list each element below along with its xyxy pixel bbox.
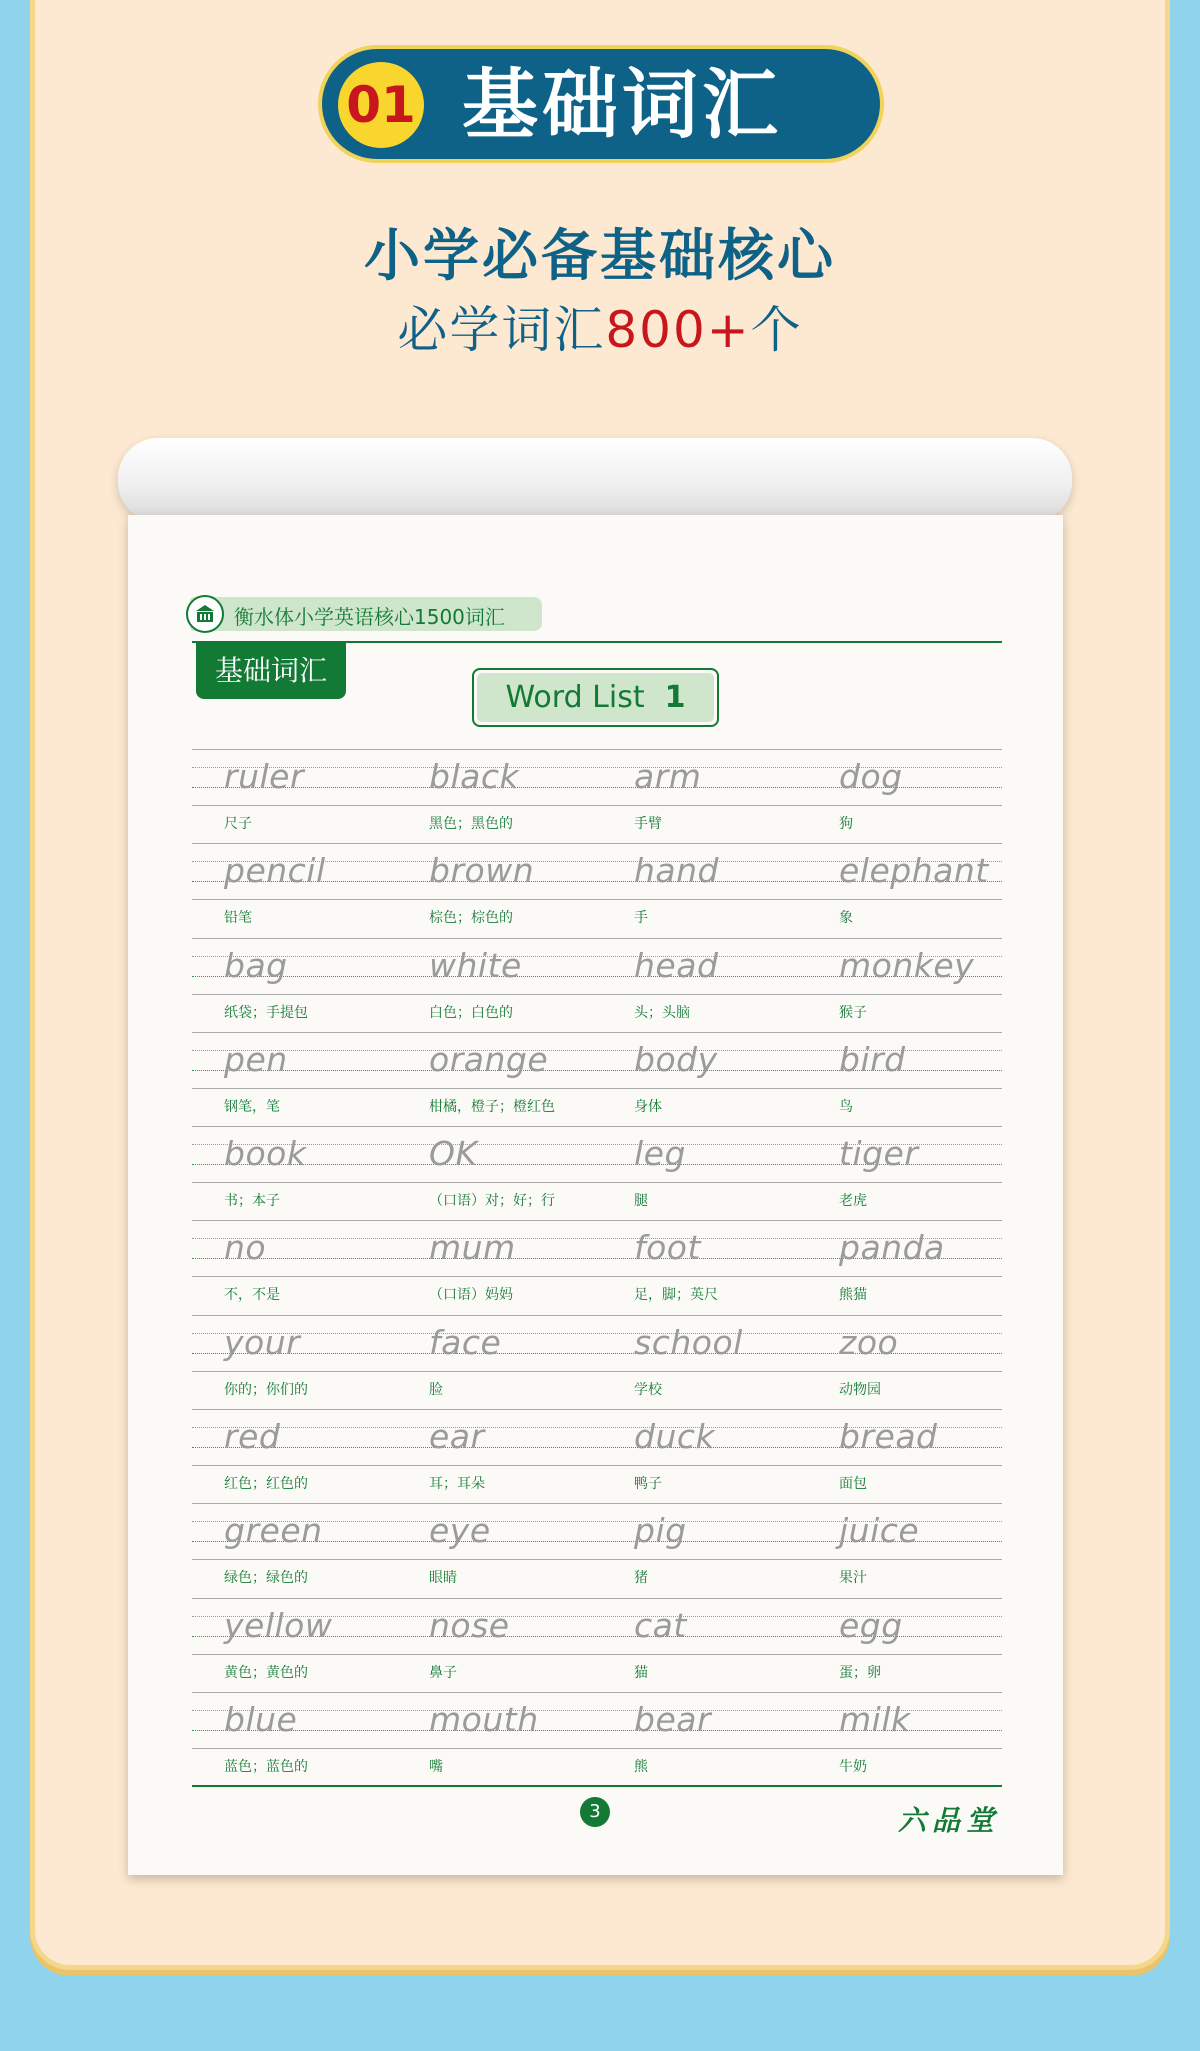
subtitle-prefix: 必学词汇: [397, 301, 606, 359]
chinese-translation: 柑橘，橙子；橙红色: [429, 1098, 555, 1115]
word-entry: [192, 1220, 397, 1314]
chinese-translation: 猴子: [839, 1004, 867, 1021]
chinese-translation: 熊猫: [839, 1287, 867, 1304]
english-word: pencil: [224, 851, 326, 891]
word-entry: [602, 1220, 807, 1314]
word-entry: [192, 1315, 397, 1409]
word-entry: [192, 938, 397, 1032]
word-entry: [602, 1503, 807, 1597]
english-word: elephant: [839, 851, 989, 891]
chinese-translation: 钢笔，笔: [224, 1098, 280, 1115]
chinese-translation: 眼睛: [429, 1570, 457, 1587]
chinese-translation: 狗: [839, 816, 853, 832]
chinese-translation: 黑色；黑色的: [429, 816, 513, 832]
chinese-translation: 鼻子: [429, 1664, 457, 1681]
word-entry: [807, 1409, 1012, 1503]
word-row: [192, 749, 1002, 843]
english-word: nose: [429, 1605, 510, 1645]
chinese-translation: 腿: [634, 1193, 648, 1210]
word-entry: [397, 938, 602, 1032]
english-word: book: [224, 1134, 307, 1174]
word-entry: [192, 1692, 397, 1786]
word-list-label: [472, 668, 719, 727]
chinese-translation: 黄色；黄色的: [224, 1664, 308, 1681]
section-title: 基础词汇: [462, 60, 782, 149]
word-row: [192, 1503, 1002, 1597]
word-entry: [397, 843, 602, 937]
chinese-translation: 动物园: [839, 1381, 881, 1398]
word-row: [192, 843, 1002, 937]
english-word: eye: [429, 1511, 491, 1551]
english-word: mum: [429, 1228, 516, 1268]
word-entry: [807, 843, 1012, 937]
word-entry: [807, 1692, 1012, 1786]
chinese-translation: 象: [839, 910, 853, 927]
word-entry: [397, 1692, 602, 1786]
word-entry: [397, 1220, 602, 1314]
chinese-translation: 不，不是: [224, 1287, 280, 1304]
word-entry: [397, 1409, 602, 1503]
word-entry: [192, 1409, 397, 1503]
worksheet-page: [128, 515, 1063, 1875]
section-tab: 基础词汇: [196, 643, 346, 699]
publisher-logo: 六品堂: [898, 1804, 1001, 1837]
english-word: OK: [429, 1134, 478, 1174]
section-header-pill: [318, 45, 884, 163]
word-entry: [397, 1126, 602, 1220]
word-row: [192, 1032, 1002, 1126]
word-row: [192, 938, 1002, 1032]
chinese-translation: 身体: [634, 1098, 662, 1115]
word-entry: [602, 1315, 807, 1409]
chinese-translation: 棕色；棕色的: [429, 910, 513, 927]
word-entry: [807, 749, 1012, 843]
english-word: arm: [634, 757, 702, 796]
book-title-badge: [190, 597, 542, 631]
word-entry: [397, 749, 602, 843]
english-word: mouth: [429, 1699, 539, 1739]
english-word: bird: [839, 1039, 906, 1079]
word-entry: [192, 1126, 397, 1220]
chinese-translation: 书；本子: [224, 1193, 280, 1210]
word-entry: [807, 1126, 1012, 1220]
chinese-translation: 纸袋；手提包: [224, 1004, 308, 1021]
word-entry: [807, 1503, 1012, 1597]
chinese-translation: 尺子: [224, 816, 252, 832]
chinese-translation: 面包: [839, 1476, 867, 1493]
word-row: [192, 1692, 1002, 1786]
word-entry: [602, 749, 807, 843]
english-word: green: [224, 1511, 323, 1551]
english-word: juice: [839, 1511, 920, 1551]
english-word: bread: [839, 1417, 938, 1457]
word-count-highlight: 800+: [605, 301, 751, 359]
english-word: school: [634, 1322, 743, 1362]
word-entry: [602, 1032, 807, 1126]
word-entry: [602, 1598, 807, 1692]
english-word: pen: [224, 1039, 288, 1079]
school-logo-icon: [186, 595, 224, 633]
word-entry: [807, 1032, 1012, 1126]
english-word: zoo: [839, 1322, 899, 1362]
word-entry: [192, 1503, 397, 1597]
english-word: egg: [839, 1605, 903, 1645]
english-word: foot: [634, 1228, 701, 1268]
word-row: [192, 1598, 1002, 1692]
word-entry: [192, 749, 397, 843]
english-word: black: [429, 757, 520, 796]
bottom-divider: [192, 1785, 1002, 1787]
chinese-translation: 嘴: [429, 1758, 443, 1775]
chinese-translation: 白色；白色的: [429, 1004, 513, 1021]
chinese-translation: （口语）对；好；行: [429, 1193, 555, 1210]
word-entry: [807, 1315, 1012, 1409]
chinese-translation: 手: [634, 910, 648, 927]
english-word: orange: [429, 1039, 549, 1079]
chinese-translation: 蛋；卵: [839, 1664, 881, 1681]
chinese-translation: 熊: [634, 1758, 648, 1775]
word-entry: [602, 938, 807, 1032]
chinese-translation: 你的；你们的: [224, 1381, 308, 1398]
word-entry: [602, 843, 807, 937]
english-word: brown: [429, 851, 535, 891]
word-entry: [602, 1692, 807, 1786]
word-entry: [602, 1126, 807, 1220]
chinese-translation: 耳；耳朵: [429, 1476, 485, 1493]
page-number: 3: [580, 1797, 610, 1827]
word-entry: [397, 1032, 602, 1126]
english-word: bag: [224, 945, 288, 985]
chinese-translation: 红色；红色的: [224, 1476, 308, 1493]
word-list-text: Word List: [505, 680, 645, 715]
section-number-badge: 01: [338, 62, 424, 148]
chinese-translation: 绿色；绿色的: [224, 1570, 308, 1587]
english-word: face: [429, 1322, 502, 1362]
chinese-translation: 脸: [429, 1381, 443, 1398]
word-grid: [192, 749, 1002, 1786]
english-word: pig: [634, 1511, 687, 1551]
english-word: dog: [839, 757, 903, 796]
english-word: red: [224, 1417, 281, 1457]
english-word: ear: [429, 1417, 485, 1457]
chinese-translation: 足，脚；英尺: [634, 1287, 718, 1304]
word-row: [192, 1126, 1002, 1220]
chinese-translation: 铅笔: [224, 910, 252, 927]
english-word: white: [429, 945, 522, 985]
subtitle-suffix: 个: [750, 301, 803, 359]
english-word: head: [634, 945, 719, 985]
word-row: [192, 1315, 1002, 1409]
english-word: your: [224, 1322, 301, 1362]
english-word: milk: [839, 1699, 911, 1739]
chinese-translation: 猫: [634, 1664, 648, 1681]
word-row: [192, 1220, 1002, 1314]
english-word: body: [634, 1039, 718, 1079]
paper-roll: [118, 438, 1072, 522]
chinese-translation: 猪: [634, 1570, 648, 1587]
english-word: no: [224, 1228, 267, 1268]
subtitle-line-1: 小学必备基础核心: [364, 224, 836, 289]
chinese-translation: 果汁: [839, 1570, 867, 1587]
english-word: blue: [224, 1699, 298, 1739]
word-entry: [602, 1409, 807, 1503]
chinese-translation: 学校: [634, 1381, 662, 1398]
chinese-translation: 牛奶: [839, 1758, 867, 1775]
english-word: leg: [634, 1134, 686, 1174]
chinese-translation: 鸟: [839, 1098, 853, 1115]
english-word: tiger: [839, 1134, 919, 1174]
chinese-translation: 头；头脑: [634, 1004, 690, 1021]
chinese-translation: 鸭子: [634, 1476, 662, 1493]
word-entry: [807, 1598, 1012, 1692]
english-word: cat: [634, 1605, 687, 1645]
chinese-translation: （口语）妈妈: [429, 1287, 513, 1304]
word-list-number: 1: [664, 680, 686, 715]
word-entry: [397, 1598, 602, 1692]
word-entry: [192, 843, 397, 937]
english-word: duck: [634, 1417, 716, 1457]
word-entry: [807, 1220, 1012, 1314]
english-word: yellow: [224, 1605, 333, 1645]
english-word: monkey: [839, 945, 975, 985]
chinese-translation: 蓝色；蓝色的: [224, 1758, 308, 1775]
english-word: hand: [634, 851, 719, 891]
chinese-translation: 老虎: [839, 1193, 867, 1210]
english-word: ruler: [224, 757, 305, 796]
word-entry: [807, 938, 1012, 1032]
english-word: bear: [634, 1699, 712, 1739]
word-row: [192, 1409, 1002, 1503]
chinese-translation: 手臂: [634, 816, 662, 832]
word-entry: [397, 1315, 602, 1409]
word-entry: [192, 1598, 397, 1692]
english-word: panda: [839, 1228, 945, 1268]
book-title: 衡水体小学英语核心1500词汇: [234, 605, 505, 629]
subtitle-line-2: [0, 290, 1200, 362]
word-entry: [192, 1032, 397, 1126]
word-entry: [397, 1503, 602, 1597]
